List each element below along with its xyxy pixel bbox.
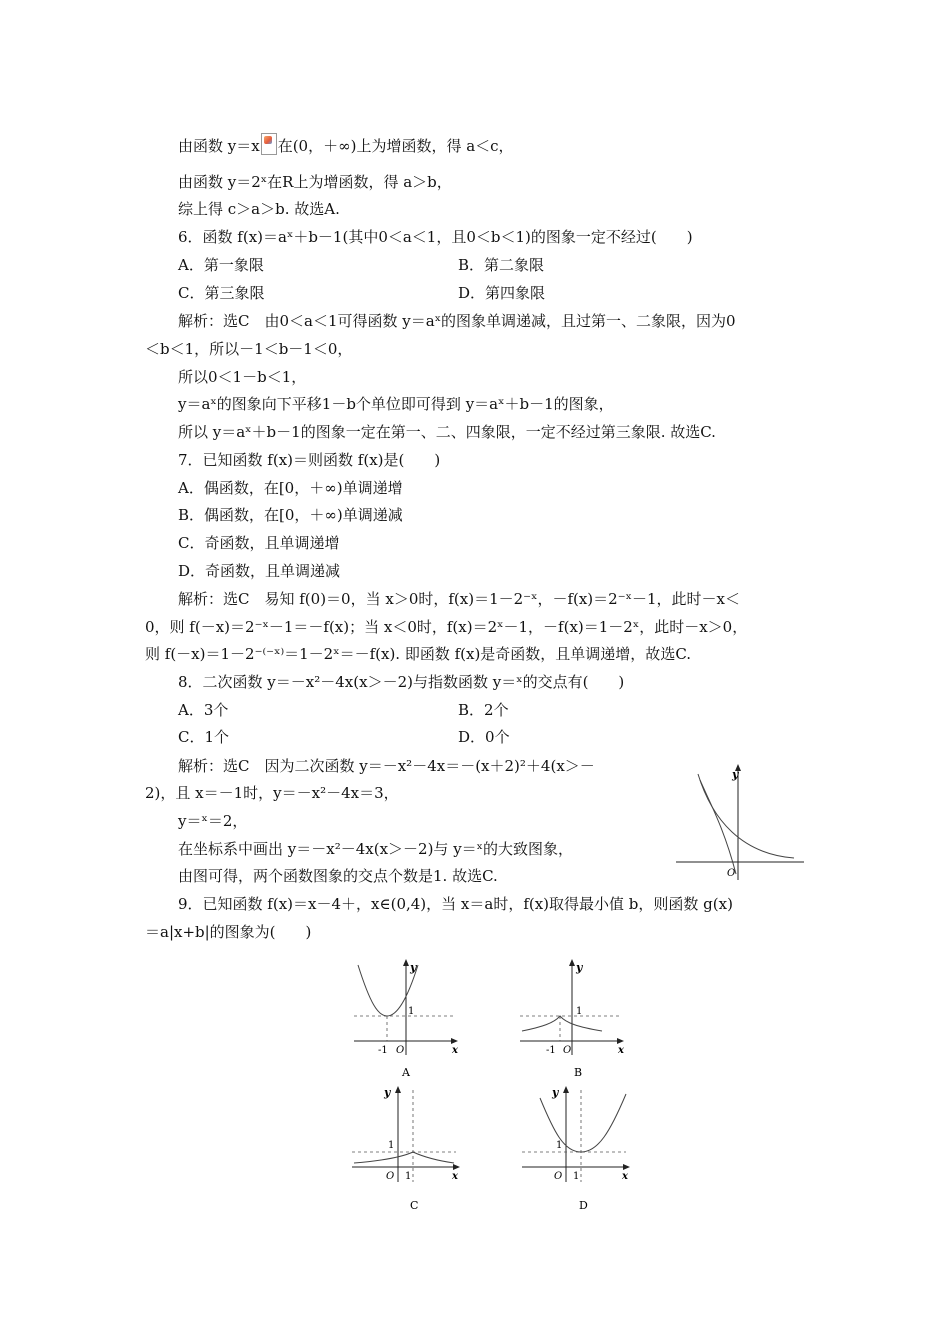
- graph-curve: [540, 1094, 626, 1152]
- option-b-graph: [516, 955, 636, 1080]
- text-line: ＝a|x+b|的图象为( ): [145, 923, 312, 941]
- tick-label: 1: [556, 1140, 563, 1151]
- tick-label: -1: [546, 1045, 556, 1056]
- question-7-option-a: A．偶函数，在[0，＋∞)单调递增: [178, 479, 403, 497]
- x-axis-arrow: [453, 1164, 460, 1170]
- x-axis-label: x: [622, 1171, 628, 1182]
- origin-label: O: [396, 1045, 405, 1056]
- option-d-graph: [518, 1082, 638, 1217]
- text-line: 在坐标系中画出 y＝－x²－4x(x＞－2)与 y＝ˣ的大致图象，: [178, 840, 574, 858]
- y-axis-label: y: [410, 961, 417, 974]
- text-line: 则 f(－x)＝1－2⁻⁽⁻ˣ⁾＝1－2ˣ＝－f(x). 即函数 f(x)是奇函数，且单调递增，故选C.: [145, 645, 692, 663]
- question-9-stem: 9．已知函数 f(x)＝x－4＋，x∈(0,4)，当 x＝a时，f(x)取得最小值 b，则函数 g(x): [178, 895, 733, 913]
- tick-label: 1: [408, 1006, 415, 1017]
- question-8-option-b: B．2个: [458, 701, 509, 719]
- y-axis-arrow: [569, 959, 575, 966]
- x-axis-arrow: [617, 1038, 624, 1044]
- y-axis-label: y: [576, 961, 583, 974]
- option-c-graph: [348, 1082, 468, 1217]
- text-line: 由函数 y＝2ˣ在R上为增函数，得 a＞b，: [178, 173, 452, 191]
- text-line: 2)，且 x＝－1时，y＝－x²－4x＝3，: [145, 784, 399, 802]
- text-line: ＜b＜1，所以－1＜b－1＜0，: [145, 340, 353, 358]
- tick-label: 1: [573, 1171, 580, 1182]
- question-7-stem: 7．已知函数 f(x)＝则函数 f(x)是( ): [178, 451, 441, 469]
- question-6-option-a: A．第一象限: [178, 256, 264, 274]
- question-6-stem: 6．函数 f(x)＝aˣ＋b－1(其中0＜a＜1，且0＜b＜1)的图象一定不经过( ): [178, 228, 693, 246]
- tick-label: -1: [378, 1045, 388, 1056]
- question-7-option-d: D．奇函数，且单调递减: [178, 562, 341, 580]
- text-line: y＝ˣ＝2，: [178, 812, 248, 830]
- y-axis-arrow: [563, 1086, 569, 1093]
- y-axis-arrow: [395, 1086, 401, 1093]
- x-axis-label: x: [452, 1171, 458, 1182]
- graph-curve: [354, 1152, 454, 1163]
- y-axis-label: y: [732, 768, 739, 781]
- question-8-solution: 解析：选C 因为二次函数 y＝－x²－4x＝－(x＋2)²＋4(x＞－: [178, 757, 595, 775]
- y-axis-label: y: [384, 1086, 391, 1099]
- question-6-option-b: B．第二象限: [458, 256, 545, 274]
- origin-label: O: [563, 1045, 572, 1056]
- option-letter: A: [402, 1066, 410, 1079]
- graph-curve: [522, 1016, 602, 1031]
- question-7-option-b: B．偶函数，在[0，＋∞)单调递减: [178, 506, 403, 524]
- option-letter: B: [574, 1066, 583, 1079]
- x-axis-label: x: [452, 1045, 458, 1056]
- origin-label: O: [386, 1171, 395, 1182]
- x-axis-arrow: [623, 1164, 630, 1170]
- text-line: y＝aˣ的图象向下平移1－b个单位即可得到 y＝aˣ＋b－1的图象，: [178, 395, 614, 413]
- y-axis-label: y: [552, 1086, 559, 1099]
- x-axis-label: x: [618, 1045, 624, 1056]
- question-8-option-d: D．0个: [458, 728, 510, 746]
- question-8-graph: [672, 758, 808, 884]
- y-axis-arrow: [403, 959, 409, 966]
- tick-label: 1: [576, 1006, 583, 1017]
- tick-label: 1: [388, 1140, 395, 1151]
- question-8-option-c: C．1个: [178, 728, 230, 746]
- exponential-curve: [698, 774, 794, 858]
- x-axis-arrow: [451, 1038, 458, 1044]
- text-line: 0，则 f(－x)＝2⁻ˣ－1＝－f(x)；当 x＜0时，f(x)＝2ˣ－1，－f(x)＝1－2ˣ，此时－x＞0，: [145, 618, 748, 636]
- text-line: 综上得 c＞a＞b. 故选A.: [178, 200, 340, 218]
- tick-label: 1: [405, 1171, 412, 1182]
- question-6-solution: 解析：选C 由0＜a＜1可得函数 y＝aˣ的图象单调递减，且过第一、二象限，因为0: [178, 312, 736, 330]
- text-line: 由函数 y＝x 在(0，＋∞)上为增函数，得 a＜c，: [178, 133, 514, 156]
- option-a-graph: [350, 955, 470, 1080]
- option-letter: D: [579, 1199, 588, 1212]
- origin-label: O: [554, 1171, 563, 1182]
- origin-label: O: [727, 868, 736, 879]
- question-6-option-c: C．第三象限: [178, 284, 265, 302]
- question-7-option-c: C．奇函数，且单调递增: [178, 534, 340, 552]
- text-line: 所以 y＝aˣ＋b－1的图象一定在第一、二、四象限，一定不经过第三象限. 故选C.: [178, 423, 716, 441]
- question-6-option-d: D．第四象限: [458, 284, 546, 302]
- text-line: 由图可得，两个函数图象的交点个数是1. 故选C.: [178, 867, 498, 885]
- question-8-stem: 8．二次函数 y＝－x²－4x(x＞－2)与指数函数 y＝ˣ的交点有( ): [178, 673, 625, 691]
- broken-image-icon: [261, 133, 277, 155]
- question-8-option-a: A．3个: [178, 701, 229, 719]
- text-line: 所以0＜1－b＜1，: [178, 368, 307, 386]
- option-letter: C: [410, 1199, 419, 1212]
- question-7-solution: 解析：选C 易知 f(0)＝0，当 x＞0时，f(x)＝1－2⁻ˣ，－f(x)＝2⁻ˣ－1，此时－x＜: [178, 590, 740, 608]
